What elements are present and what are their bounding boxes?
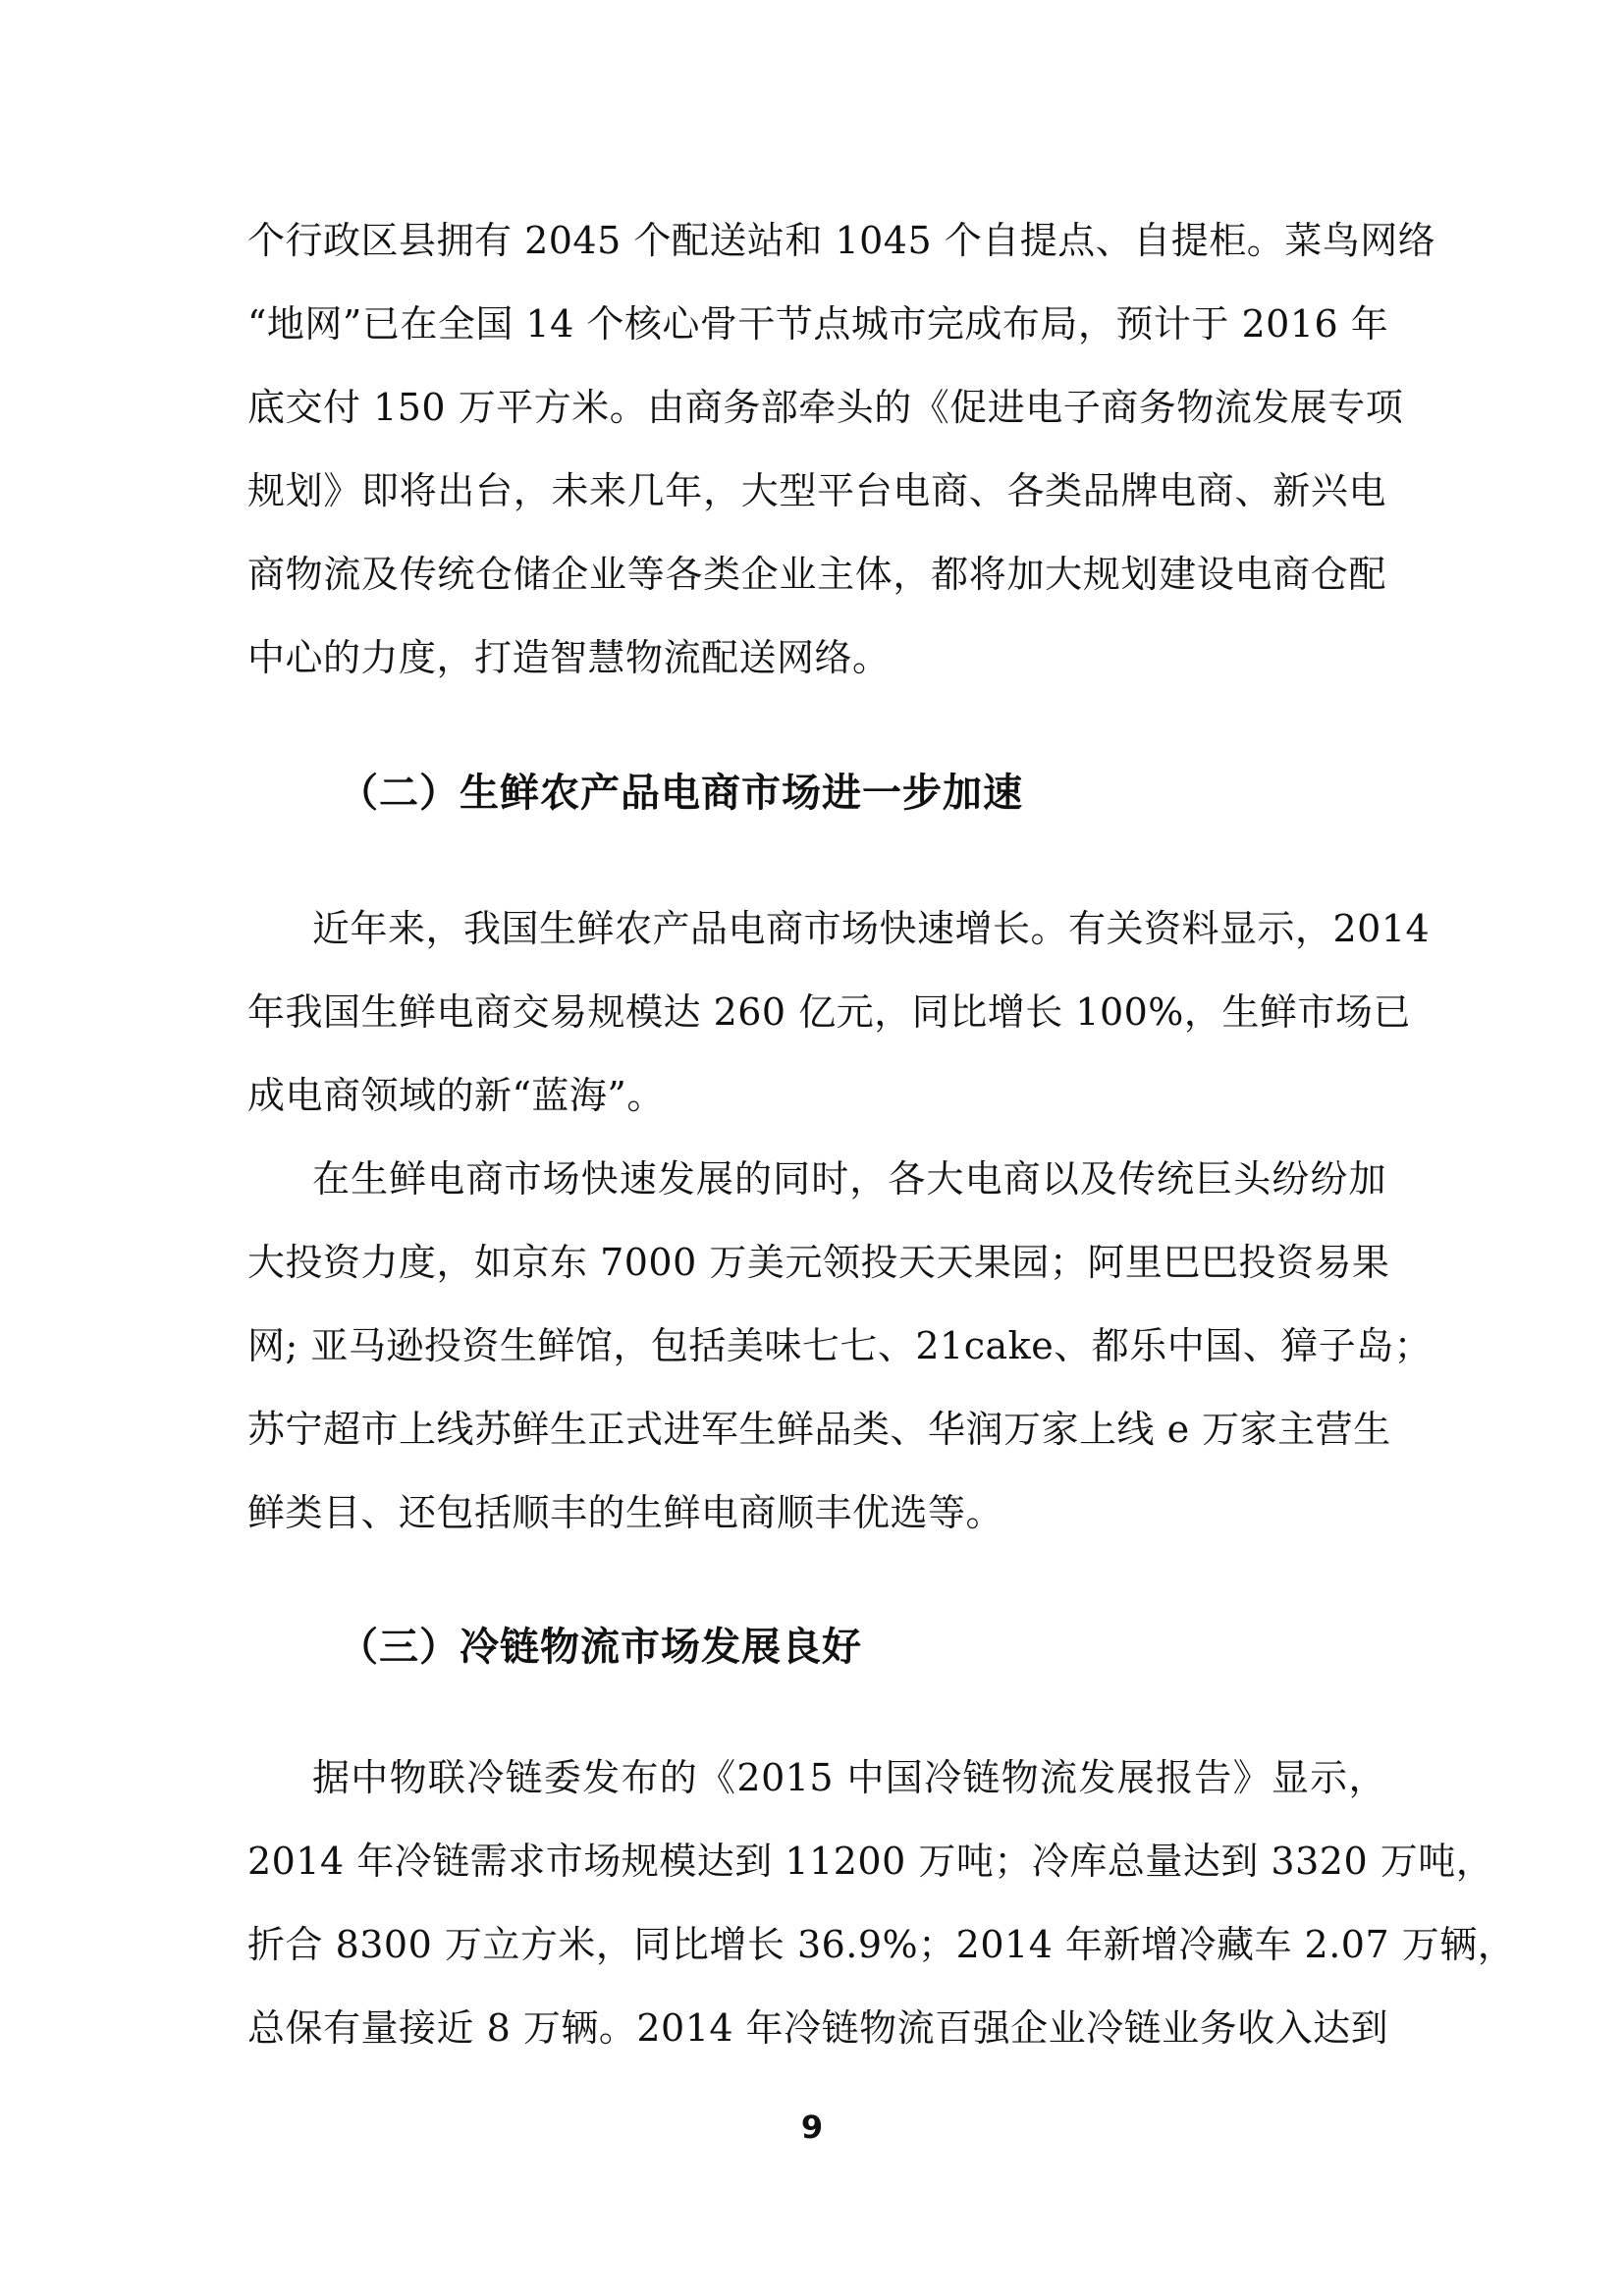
section-heading: （三）冷链物流市场发展良好 (339, 1625, 862, 1670)
paragraph-line: 在生鲜电商市场快速发展的同时，各大电商以及传统巨头纷纷加 (312, 1157, 1386, 1201)
paragraph-line: 折合 8300 万立方米，同比增长 36.9%；2014 年新增冷藏车 2.07 万辆， (247, 1923, 1516, 1966)
paragraph-line: 总保有量接近 8 万辆。2014 年冷链物流百强企业冷链业务收入达到 (247, 2006, 1389, 2050)
paragraph-line: 近年来，我国生鲜农产品电商市场快速增长。有关资料显示，2014 (312, 907, 1431, 950)
paragraph-line: 据中物联冷链委发布的《2015 中国冷链物流发展报告》显示， (312, 1756, 1386, 1799)
section-heading: （二）生鲜农产品电商市场进一步加速 (339, 771, 1023, 816)
paragraph-line: 成电商领域的新“蓝海”。 (247, 1074, 665, 1117)
paragraph-line: 年我国生鲜电商交易规模达 260 亿元，同比增长 100%，生鲜市场已 (247, 990, 1411, 1034)
paragraph-line: 个行政区县拥有 2045 个配送站和 1045 个自提点、自提柜。菜鸟网络 (247, 219, 1436, 262)
paragraph-line: 大投资力度，如京东 7000 万美元领投天天果园；阿里巴巴投资易果 (247, 1241, 1390, 1284)
paragraph-line: 规划》即将出台，未来几年，大型平台电商、各类品牌电商、新兴电 (247, 469, 1386, 512)
page-number: 9 (800, 2109, 824, 2146)
paragraph-line: 底交付 150 万平方米。由商务部牵头的《促进电子商务物流发展专项 (247, 386, 1404, 429)
paragraph-line: 鲜类目、还包括顺丰的生鲜电商顺丰优选等。 (247, 1491, 1004, 1534)
paragraph-line: “地网”已在全国 14 个核心骨干节点城市完成布局，预计于 2016 年 (247, 302, 1389, 346)
paragraph-line: 网; 亚马逊投资生鲜馆，包括美味七七、21cake、都乐中国、獐子岛； (247, 1324, 1433, 1367)
paragraph-line: 2014 年冷链需求市场规模达到 11200 万吨；冷库总量达到 3320 万吨， (247, 1840, 1494, 1883)
paragraph-line: 苏宁超市上线苏鲜生正式进军生鲜品类、华润万家上线 e 万家主营生 (247, 1408, 1391, 1451)
paragraph-line: 商物流及传统仓储企业等各类企业主体，都将加大规划建设电商仓配 (247, 553, 1386, 596)
paragraph-line: 中心的力度，打造智慧物流配送网络。 (247, 636, 891, 679)
